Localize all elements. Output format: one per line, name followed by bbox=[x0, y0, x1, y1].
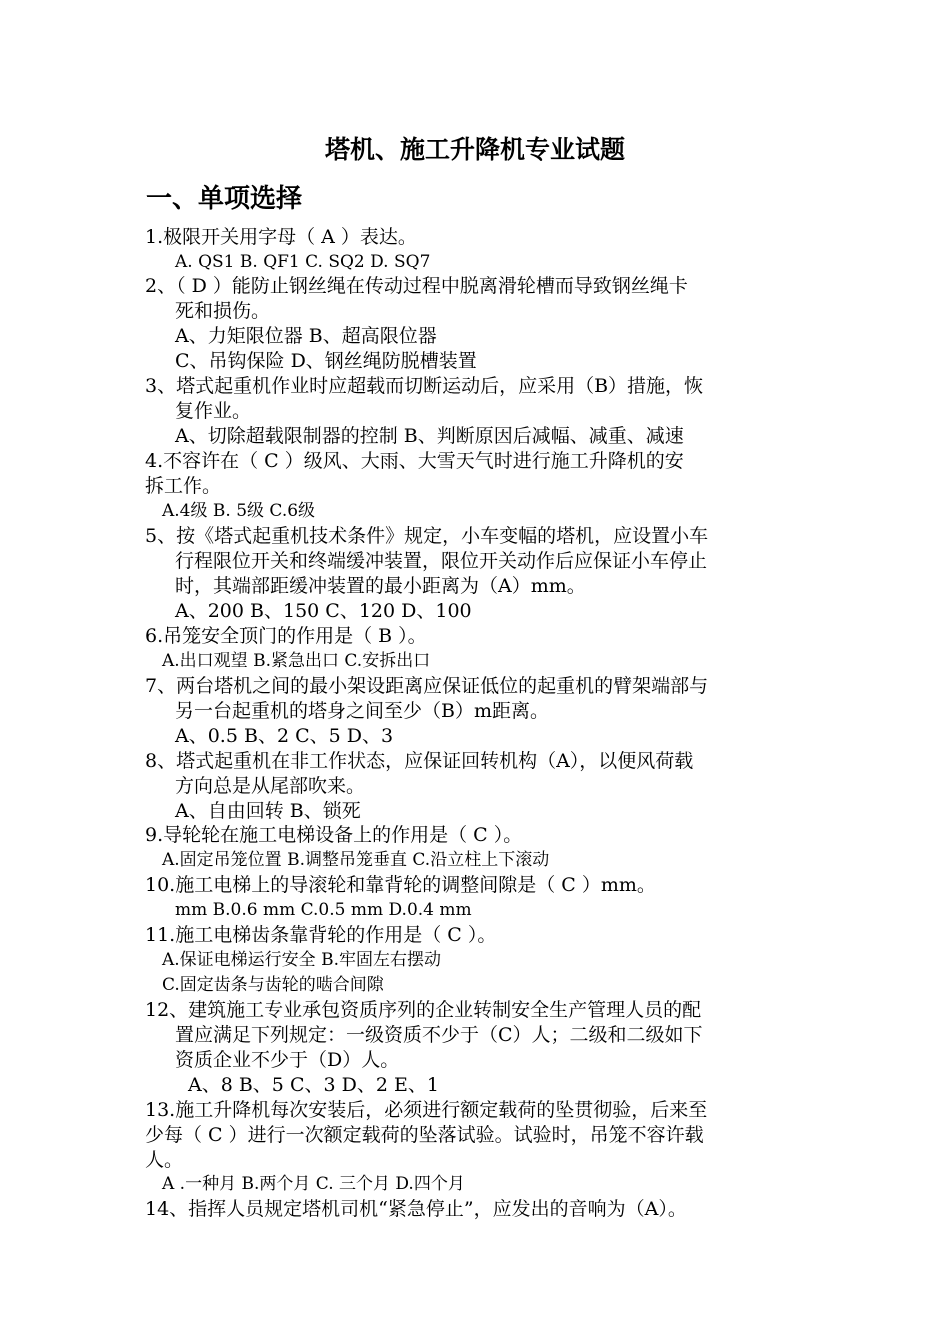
question-5: 5、按《塔式起重机技术条件》规定，小车变幅的塔机，应设置小车 bbox=[145, 525, 709, 547]
question-7-options: A、0.5 B、2 C、5 D、3 bbox=[175, 725, 394, 747]
question-7-cont: 另一台起重机的塔身之间至少（B）m距离。 bbox=[175, 700, 549, 722]
question-10-options: mm B.0.6 mm C.0.5 mm D.0.4 mm bbox=[175, 900, 472, 920]
question-12-cont-2: 资质企业不少于（D）人。 bbox=[175, 1049, 400, 1071]
question-13-cont-2: 人。 bbox=[145, 1149, 184, 1171]
question-2: 2、（ D ）能防止钢丝绳在传动过程中脱离滑轮槽而导致钢丝绳卡 bbox=[145, 275, 688, 297]
question-2-cont: 死和损伤。 bbox=[175, 300, 271, 322]
question-12: 12、建筑施工专业承包资质序列的企业转制安全生产管理人员的配 bbox=[145, 999, 702, 1021]
question-6: 6.吊笼安全顶门的作用是（ B ）。 bbox=[145, 625, 427, 647]
question-12-options: A、8 B、5 C、3 D、2 E、1 bbox=[188, 1074, 439, 1096]
section-heading: 一、单项选择 bbox=[146, 184, 303, 214]
question-12-cont-1: 置应满足下列规定：一级资质不少于（C）人；二级和二级如下 bbox=[175, 1024, 703, 1046]
question-8-cont: 方向总是从尾部吹来。 bbox=[175, 775, 366, 797]
question-9-options: A.固定吊笼位置 B.调整吊笼垂直 C.沿立柱上下滚动 bbox=[162, 850, 550, 870]
question-5-options: A、200 B、150 C、120 D、100 bbox=[175, 600, 472, 622]
question-9: 9.导轮轮在施工电梯设备上的作用是（ C ）。 bbox=[145, 824, 523, 846]
question-4: 4.不容许在（ C ）级风、大雨、大雪天气时进行施工升降机的安 bbox=[145, 450, 684, 472]
question-11: 11.施工电梯齿条靠背轮的作用是（ C ）。 bbox=[145, 924, 497, 946]
question-14: 14、指挥人员规定塔机司机“紧急停止”，应发出的音响为（A）。 bbox=[145, 1198, 687, 1220]
question-7: 7、两台塔机之间的最小架设距离应保证低位的起重机的臂架端部与 bbox=[145, 675, 709, 697]
question-13-cont-1: 少每（ C ）进行一次额定载荷的坠落试验。试验时，吊笼不容许载 bbox=[145, 1124, 704, 1146]
question-10: 10.施工电梯上的导滚轮和靠背轮的调整间隙是（ C ）mm。 bbox=[145, 874, 656, 896]
question-5-cont-1: 行程限位开关和终端缓冲装置，限位开关动作后应保证小车停止 bbox=[175, 550, 708, 572]
question-13-options: A .一种月 B.两个月 C. 三个月 D.四个月 bbox=[162, 1174, 465, 1194]
question-13: 13.施工升降机每次安装后，必须进行额定载荷的坠贯彻验，后来至 bbox=[145, 1099, 708, 1121]
question-1-options: A. QS1 B. QF1 C. SQ2 D. SQ7 bbox=[175, 252, 431, 272]
question-4-cont: 拆工作。 bbox=[145, 475, 222, 497]
question-8: 8、塔式起重机在非工作状态，应保证回转机构（A），以便风荷载 bbox=[145, 750, 694, 772]
question-1: 1.极限开关用字母（ A ）表达。 bbox=[145, 226, 417, 248]
question-2-options-b: C、吊钩保险 D、钢丝绳防脱槽装置 bbox=[175, 350, 477, 372]
question-3: 3、塔式起重机作业时应超载而切断运动后，应采用（B）措施，恢 bbox=[145, 375, 704, 397]
document-title: 塔机、施工升降机专业试题 bbox=[324, 135, 625, 164]
question-5-cont-2: 时，其端部距缓冲装置的最小距离为（A）mm。 bbox=[175, 575, 586, 597]
question-11-options-b: C.固定齿条与齿轮的啮合间隙 bbox=[162, 975, 384, 995]
question-11-options-a: A.保证电梯运行安全 B.牢固左右摆动 bbox=[162, 950, 441, 970]
question-8-options: A、自由回转 B、锁死 bbox=[175, 800, 361, 822]
question-2-options-a: A、力矩限位器 B、超高限位器 bbox=[175, 325, 437, 347]
question-3-options: A、切除超载限制器的控制 B、判断原因后减幅、减重、减速 bbox=[175, 425, 684, 447]
question-6-options: A.出口观望 B.紧急出口 C.安拆出口 bbox=[162, 651, 431, 671]
question-4-options: A.4级 B. 5级 C.6级 bbox=[162, 501, 316, 521]
question-3-cont: 复作业。 bbox=[175, 400, 252, 422]
